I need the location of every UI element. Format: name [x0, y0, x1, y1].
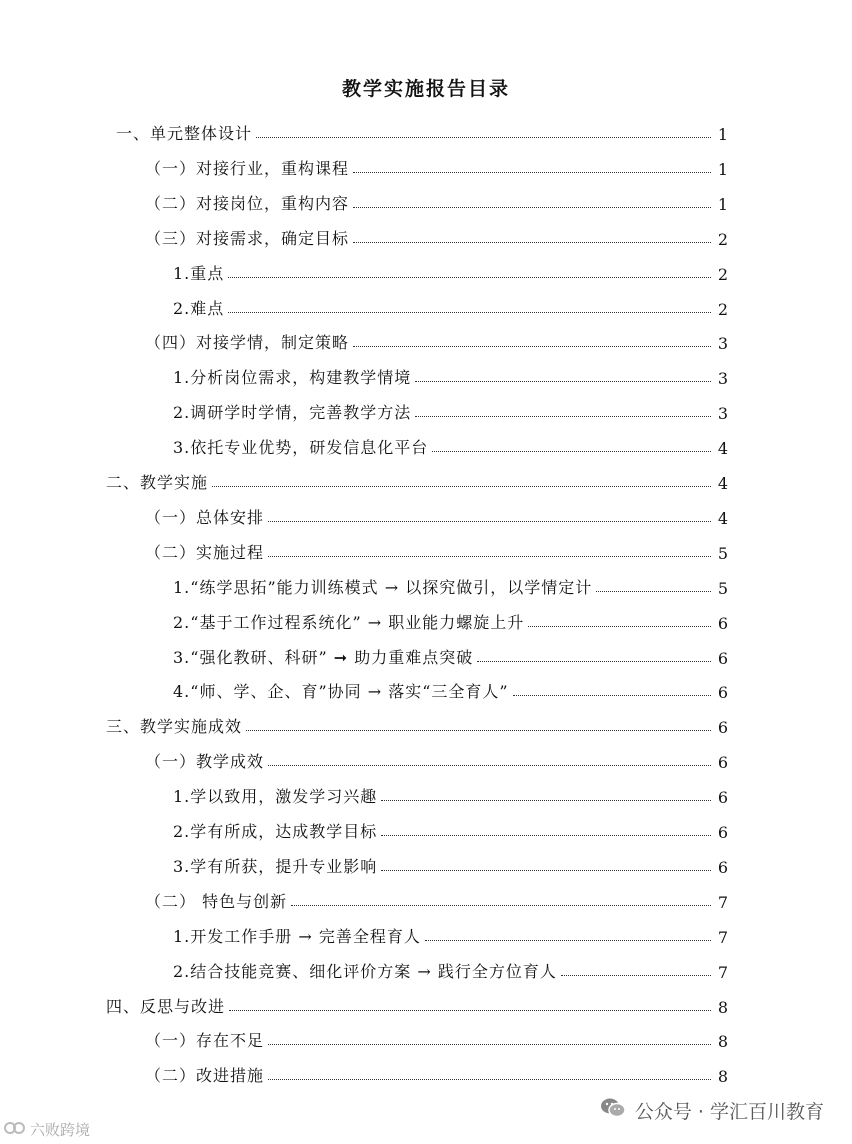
- toc-page-number: 6: [717, 718, 728, 738]
- toc-page-number: 3: [717, 369, 728, 389]
- toc-entry[interactable]: [145, 184, 728, 214]
- toc-leader-dots: [425, 939, 711, 941]
- toc-entry-label: 1.重点: [173, 263, 225, 283]
- toc-entry[interactable]: [145, 882, 728, 912]
- wechat-account-label: [599, 1097, 824, 1124]
- watermark-text: 六败跨境: [30, 1121, 91, 1139]
- toc-page-number: 8: [717, 1032, 728, 1052]
- toc-entry-label: （三）对接需求，确定目标: [145, 228, 350, 248]
- page-title: 教学实施报告目录: [341, 78, 510, 100]
- toc-leader-dots: [381, 869, 711, 871]
- toc-page-number: 6: [717, 683, 728, 703]
- wechat-account-text: 公众号 · 学汇百川教育: [634, 1101, 824, 1123]
- toc-entry[interactable]: [173, 777, 728, 807]
- toc-entry[interactable]: [173, 917, 728, 947]
- toc-page-number: 4: [717, 474, 728, 493]
- toc-entry-label: （二）改进措施: [145, 1066, 265, 1086]
- toc-leader-dots: [212, 485, 711, 487]
- toc-entry-label: 2.难点: [173, 298, 225, 318]
- toc-page-number: 7: [717, 962, 728, 982]
- toc-leader-dots: [381, 834, 711, 836]
- toc-entry-label: 一、单元整体设计: [116, 124, 253, 143]
- toc-entry[interactable]: [173, 672, 728, 702]
- toc-entry[interactable]: [173, 289, 728, 319]
- toc-leader-dots: [513, 694, 711, 696]
- watermark-logo: [4, 1119, 90, 1140]
- toc-entry[interactable]: [106, 707, 728, 737]
- wechat-icon: [599, 1097, 627, 1124]
- toc-entry-label: 1.“练学思拓”能力训练模式 → 以探究做引，以学情定计: [173, 577, 593, 597]
- toc-leader-dots: [228, 311, 711, 313]
- toc-entry-label: 1.学以致用，激发学习兴趣: [173, 787, 378, 807]
- toc-page-number: 6: [717, 648, 728, 668]
- toc-entry[interactable]: [145, 149, 728, 179]
- toc-entry-label: 1.开发工作手册 → 完善全程育人: [173, 926, 421, 946]
- toc-entry[interactable]: [106, 987, 728, 1017]
- toc-entry-label: 二、教学实施: [106, 473, 209, 492]
- toc-page-number: 6: [717, 823, 728, 842]
- toc-leader-dots: [528, 625, 711, 627]
- toc-page-number: 5: [717, 578, 728, 598]
- toc-page-number: 1: [717, 125, 728, 144]
- toc-leader-dots: [477, 660, 711, 662]
- toc-entry-label: 四、反思与改进: [106, 996, 226, 1016]
- toc-page-number: 3: [717, 404, 728, 424]
- toc-page-number: 7: [717, 892, 728, 912]
- toc-entry-label: （二） 特色与创新: [145, 891, 288, 911]
- toc-entry[interactable]: [173, 358, 728, 388]
- toc-leader-dots: [268, 555, 711, 557]
- toc-page-number: 6: [717, 753, 728, 773]
- toc-entry[interactable]: [145, 498, 728, 528]
- toc-leader-dots: [353, 171, 711, 173]
- toc-entry-label: （一）对接行业，重构课程: [145, 158, 350, 178]
- toc-page-number: 8: [717, 997, 728, 1017]
- toc-leader-dots: [353, 206, 711, 208]
- toc-entry[interactable]: [145, 323, 728, 353]
- toc-page-number: 1: [717, 194, 728, 214]
- toc-leader-dots: [353, 241, 711, 243]
- toc-page-number: 7: [717, 927, 728, 947]
- toc-entry[interactable]: [173, 847, 728, 877]
- toc-entry-label: （一）存在不足: [145, 1031, 265, 1051]
- toc-leader-dots: [561, 974, 711, 976]
- toc-entry[interactable]: [145, 742, 728, 772]
- toc-entry[interactable]: [106, 463, 728, 493]
- toc-entry-label: 2.调研学时学情，完善教学方法: [173, 403, 412, 423]
- toc-entry-label: 三、教学实施成效: [106, 717, 243, 737]
- toc-entry[interactable]: [173, 393, 728, 423]
- toc-page-number: 6: [717, 788, 728, 808]
- toc-leader-dots: [246, 729, 711, 731]
- toc-entry[interactable]: [173, 638, 728, 668]
- toc-leader-dots: [268, 764, 711, 766]
- toc-entry[interactable]: [145, 533, 728, 563]
- toc-leader-dots: [291, 904, 711, 906]
- toc-leader-dots: [415, 380, 711, 382]
- toc-leader-dots: [268, 1043, 711, 1045]
- toc-leader-dots: [268, 1078, 711, 1080]
- toc-entry-label: 1.分析岗位需求，构建教学情境: [173, 368, 412, 388]
- toc-entry[interactable]: [173, 952, 728, 982]
- toc-entry[interactable]: [145, 1056, 728, 1086]
- toc-page-number: 2: [717, 229, 728, 249]
- toc-leader-dots: [596, 590, 711, 592]
- logo-icon: [4, 1120, 26, 1140]
- toc-page-number: 6: [717, 857, 728, 877]
- toc-entry-label: （二）对接岗位，重构内容: [145, 193, 350, 213]
- toc-entry-label: 3.学有所获，提升专业影响: [173, 856, 378, 876]
- toc-leader-dots: [256, 136, 711, 138]
- toc-entry[interactable]: [173, 812, 728, 842]
- toc-entry-label: 2.“基于工作过程系统化” → 职业能力螺旋上升: [173, 612, 525, 632]
- toc-page-number: 6: [717, 613, 728, 633]
- toc-page-number: 4: [717, 439, 728, 459]
- toc-leader-dots: [415, 415, 711, 417]
- toc-entry-label: 3.“强化教研、科研” ➞ 助力重难点突破: [173, 647, 474, 667]
- toc-page-number: 2: [717, 264, 728, 284]
- toc-page-number: 2: [717, 299, 728, 319]
- toc-entry-label: （二）实施过程: [145, 542, 265, 562]
- toc-page-number: 3: [717, 334, 728, 354]
- toc-page-number: 4: [717, 508, 728, 528]
- toc-leader-dots: [432, 450, 711, 452]
- toc-page-number: 5: [717, 543, 728, 563]
- toc-entry[interactable]: [145, 1021, 728, 1051]
- toc-entry-label: 2.结合技能竞赛、细化评价方案 → 践行全方位育人: [173, 961, 557, 981]
- toc-entry[interactable]: [173, 428, 728, 458]
- toc-leader-dots: [353, 345, 711, 347]
- toc-entry[interactable]: [116, 114, 728, 144]
- toc-entry-label: 2.学有所成，达成教学目标: [173, 822, 378, 841]
- toc-leader-dots: [228, 276, 711, 278]
- toc-leader-dots: [229, 1009, 711, 1011]
- toc-entry-label: （一）总体安排: [145, 507, 265, 527]
- toc-entry[interactable]: [173, 254, 728, 284]
- toc-entry-label: 4.“师、学、企、育”协同 → 落实“三全育人”: [173, 682, 509, 702]
- toc-entry-label: 3.依托专业优势，研发信息化平台: [173, 438, 429, 458]
- toc-leader-dots: [268, 520, 711, 522]
- toc-entry-label: （四）对接学情，制定策略: [145, 333, 350, 353]
- toc-page-number: 1: [717, 159, 728, 179]
- toc-page-number: 8: [717, 1067, 728, 1087]
- toc-entry[interactable]: [173, 603, 728, 633]
- toc-leader-dots: [381, 799, 711, 801]
- toc-entry[interactable]: [173, 568, 728, 598]
- toc-entry-label: （一）教学成效: [145, 752, 265, 772]
- toc-entry[interactable]: [145, 219, 728, 249]
